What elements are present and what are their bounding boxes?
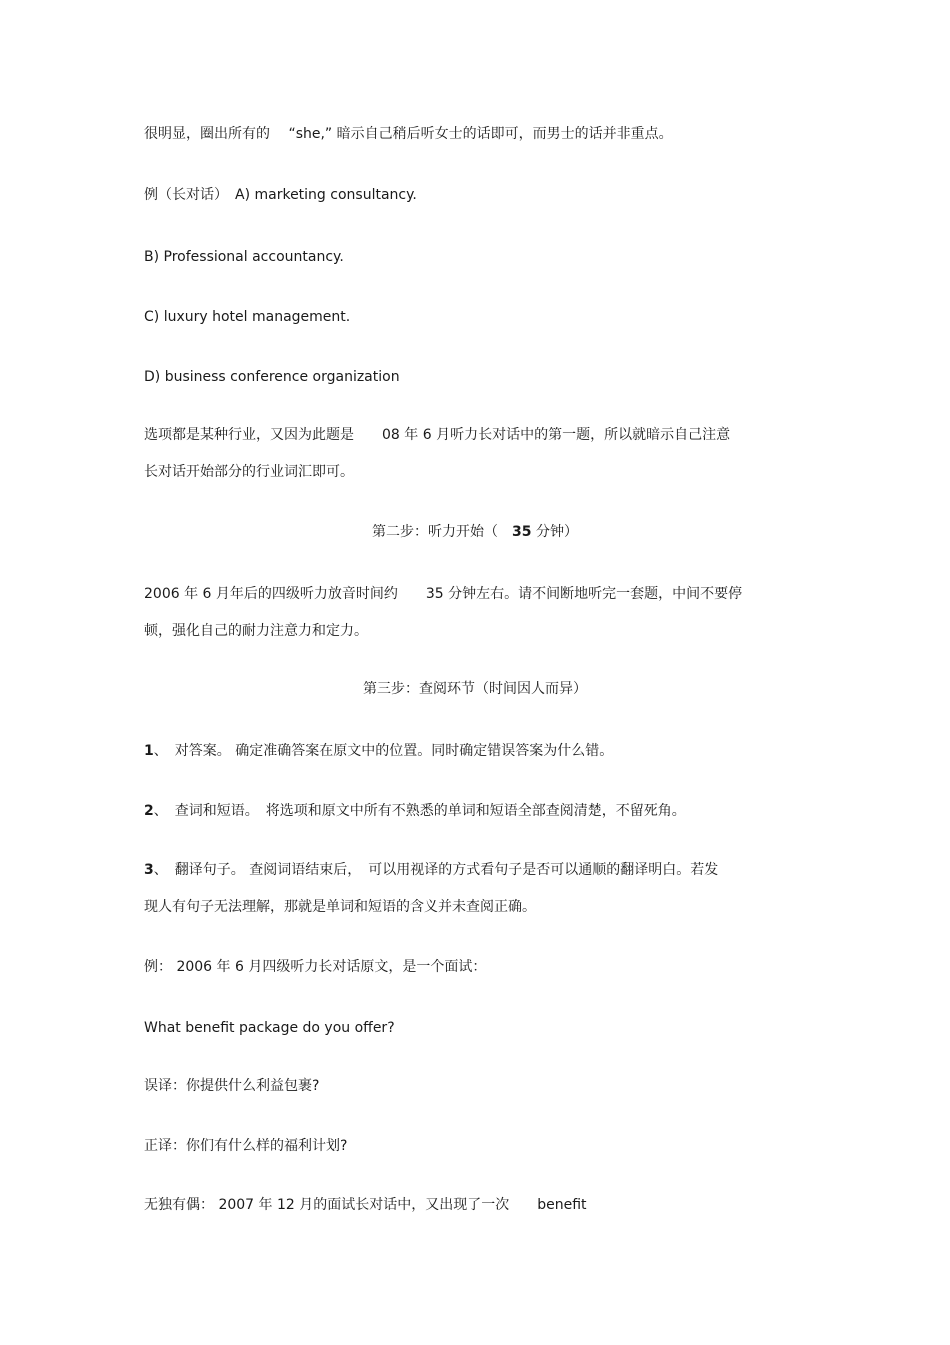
example-option-d: D) business conference organization — [144, 369, 400, 385]
wrong-translation: 误译：你提供什么利益包裹? — [144, 1078, 320, 1094]
paragraph-duration-line1: 2006 年 6 月年后的四级听力放音时间约 35 分钟左右。请不间断地听完一套题，中间不要停 — [144, 586, 743, 602]
list-item-2 — [144, 802, 686, 820]
step-two-suffix: 分钟） — [531, 524, 578, 540]
paragraph-industry-line2: 长对话开始部分的行业词汇即可。 — [144, 464, 354, 480]
paragraph-duration-line2: 顿，强化自己的耐力注意力和定力。 — [144, 623, 368, 639]
list-item-1 — [144, 742, 613, 760]
example-option-b: B) Professional accountancy. — [144, 249, 344, 265]
paragraph-benefit-again: 无独有偶： 2007 年 12 月的面试长对话中，又出现了一次 benefit — [144, 1197, 587, 1213]
list-item-3-text: 、 翻译句子。 查阅词语结束后， 可以用视译的方式看句子是否可以通顺的翻译明白。若发 — [153, 862, 719, 878]
example-option-c: C) luxury hotel management. — [144, 309, 351, 325]
list-item-3-continuation: 现人有句子无法理解，那就是单词和短语的含义并未查阅正确。 — [144, 899, 536, 915]
step-two-prefix: 第二步：听力开始（ — [372, 524, 513, 540]
paragraph-industry-line1: 选项都是某种行业，又因为此题是 08 年 6 月听力长对话中的第一题，所以就暗示自己注意 — [144, 427, 731, 443]
example-interview-intro: 例： 2006 年 6 月四级听力长对话原文，是一个面试： — [144, 959, 487, 975]
list-item-1-number: 1 — [144, 743, 154, 759]
list-item-2-text: 、 查词和短语。 将选项和原文中所有不熟悉的单词和短语全部查阅清楚，不留死角。 — [153, 803, 686, 819]
list-item-2-number: 2 — [144, 803, 154, 819]
list-item-3-number: 3 — [144, 862, 154, 878]
example-option-a: 例（长对话） A) marketing consultancy. — [144, 187, 417, 203]
example-english-sentence: What benefit package do you offer? — [144, 1020, 395, 1036]
step-two-minutes: 35 — [512, 524, 532, 540]
step-three-heading: 第三步：查阅环节（时间因人而异） — [363, 681, 587, 697]
step-two-heading — [0, 523, 950, 541]
list-item-3 — [144, 861, 718, 879]
list-item-1-text: 、 对答案。 确定准确答案在原文中的位置。同时确定错误答案为什么错。 — [153, 743, 614, 759]
paragraph-she-hint: 很明显，圈出所有的 “she,” 暗示自己稍后听女士的话即可，而男士的话并非重点。 — [144, 126, 673, 142]
correct-translation: 正译：你们有什么样的福利计划? — [144, 1138, 348, 1154]
